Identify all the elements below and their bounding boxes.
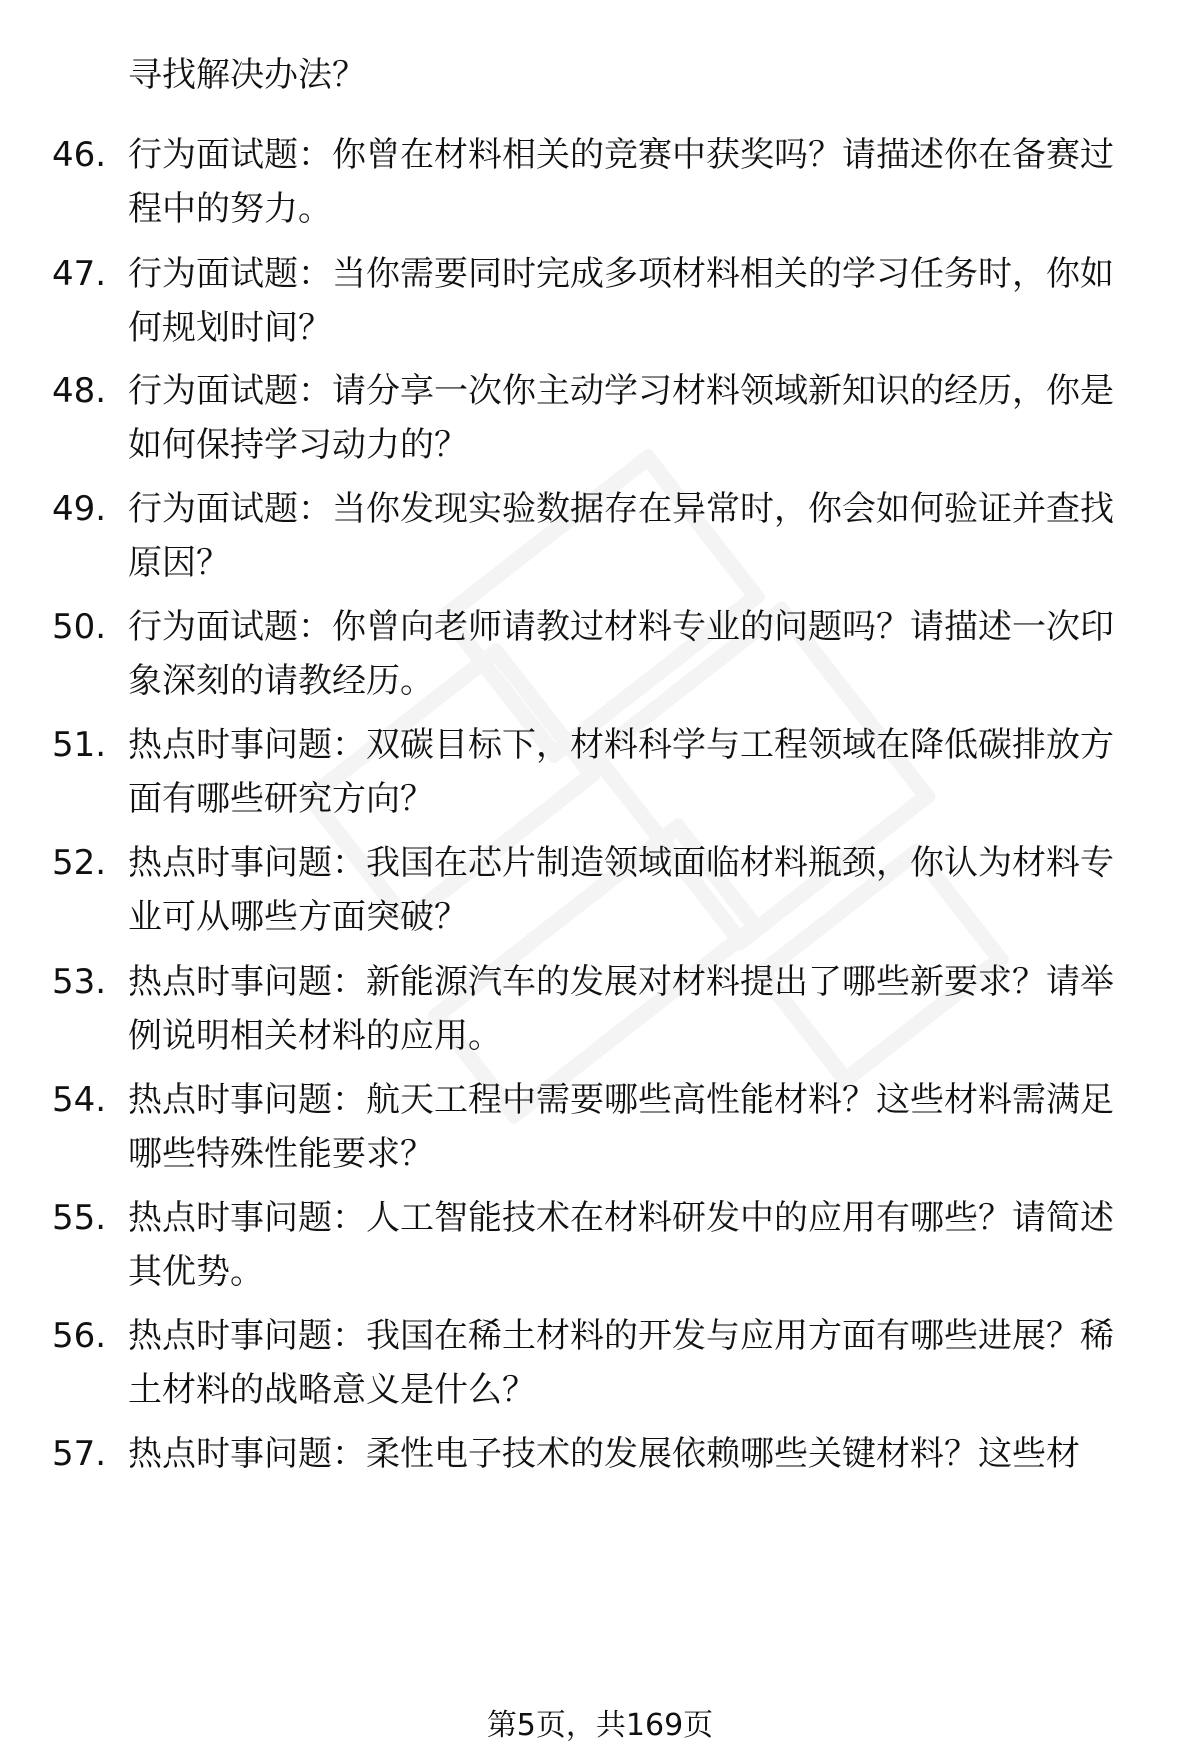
question-number: 55. bbox=[52, 1198, 107, 1238]
question-text: 热点时事问题：我国在稀土材料的开发与应用方面有哪些进展？稀土材料的战略意义是什么？ bbox=[128, 1316, 1114, 1410]
question-text: 行为面试题：请分享一次你主动学习材料领域新知识的经历，你是如何保持学习动力的？ bbox=[128, 371, 1114, 465]
question-text: 热点时事问题：柔性电子技术的发展依赖哪些关键材料？这些材 bbox=[128, 1434, 1080, 1474]
question-text: 行为面试题：你曾向老师请教过材料专业的问题吗？请描述一次印象深刻的请教经历。 bbox=[128, 607, 1114, 701]
question-text: 热点时事问题：航天工程中需要哪些高性能材料？这些材料需满足哪些特殊性能要求？ bbox=[128, 1080, 1114, 1174]
question-number: 50. bbox=[52, 607, 107, 647]
question-text: 热点时事问题：人工智能技术在材料研发中的应用有哪些？请简述其优势。 bbox=[128, 1198, 1114, 1292]
question-text: 行为面试题：你曾在材料相关的竞赛中获奖吗？请描述你在备赛过程中的努力。 bbox=[128, 135, 1114, 229]
question-number: 49. bbox=[52, 489, 107, 529]
question-number: 51. bbox=[52, 725, 107, 765]
continued-question-text: 寻找解决办法？ bbox=[128, 55, 366, 95]
question-text: 热点时事问题：双碳目标下，材料科学与工程领域在降低碳排放方面有哪些研究方向？ bbox=[128, 725, 1114, 819]
question-text: 行为面试题：当你发现实验数据存在异常时，你会如何验证并查找原因？ bbox=[128, 489, 1114, 583]
question-number: 57. bbox=[52, 1434, 107, 1474]
question-number: 56. bbox=[52, 1316, 107, 1356]
question-text: 热点时事问题：我国在芯片制造领域面临材料瓶颈，你认为材料专业可从哪些方面突破？ bbox=[128, 843, 1114, 937]
question-number: 47. bbox=[52, 254, 107, 294]
page-footer: 第5页，共169页 bbox=[486, 1708, 714, 1743]
question-number: 52. bbox=[52, 843, 107, 883]
question-number: 48. bbox=[52, 371, 107, 411]
question-number: 54. bbox=[52, 1080, 107, 1120]
question-number: 53. bbox=[52, 962, 107, 1002]
question-text: 热点时事问题：新能源汽车的发展对材料提出了哪些新要求？请举例说明相关材料的应用。 bbox=[128, 962, 1114, 1056]
question-number: 46. bbox=[52, 135, 107, 175]
question-text: 行为面试题：当你需要同时完成多项材料相关的学习任务时，你如何规划时间？ bbox=[128, 254, 1114, 348]
